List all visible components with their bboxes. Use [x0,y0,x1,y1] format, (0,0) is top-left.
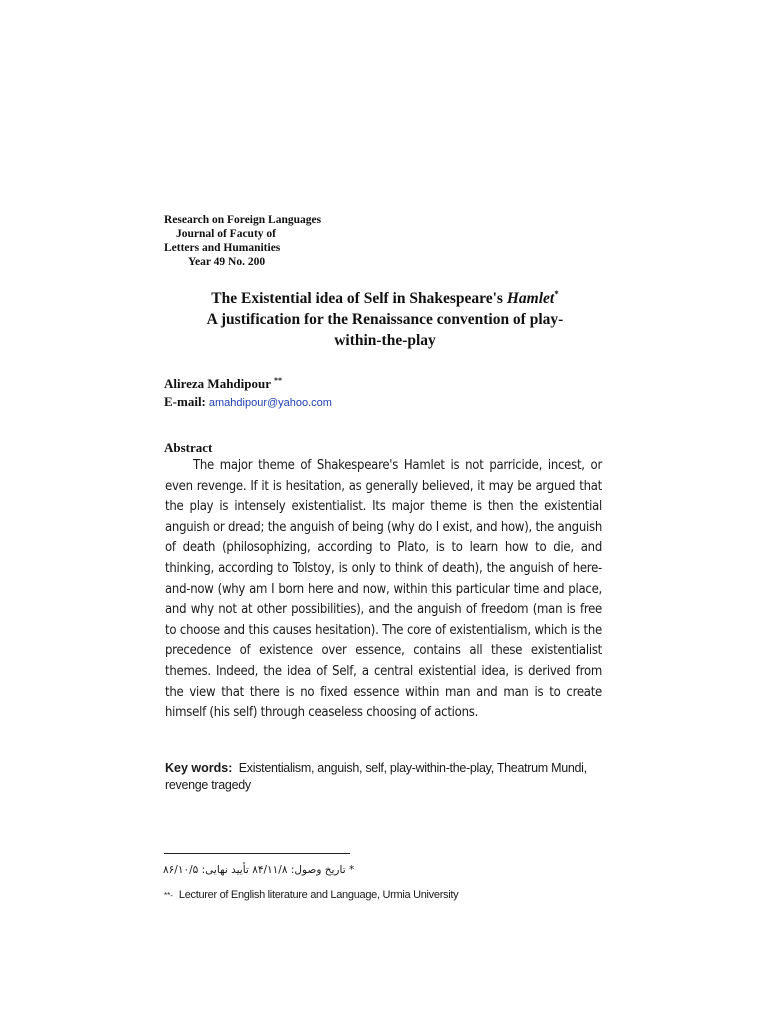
author-footnote-mark: ** [274,376,283,385]
abstract-text: The major theme of Shakespeare's Hamlet is not parricide, incest, or even revenge. If it is hesitation, as generally believed, it may be argued that the play is intensely existentialist. Its major theme is then the existential anguish or dread; the anguish of being (why do I exist, and how), the anguish of death (philosophizing, according to Plato, is to learn how to die, and thinking, according to Tolstoy, is only to think of death), the anguish of here-and-now (why am I born here and now, within this particular time and place, and why not at other possibilities), and the anguish of freedom (man is free to choose and this causes hesitation). The core of existentialism, which is the precedence of existence over essence, contains all these existentialist themes. Indeed, the idea of Self, a central existential idea, is derived from the view that there is no fixed essence within man and man is to create himself (his self) through ceaseless choosing of actions. [165,458,602,721]
paper-title [150,288,620,351]
footnote-affiliation-text: Lecturer of English literature and Language, Urmia University [178,889,459,901]
abstract-heading: Abstract [164,440,213,455]
footnote-mark: **- [164,891,173,900]
title-prefix: The Existential idea of Self in Shakespeare's [211,290,507,307]
journal-faculty-name: Letters and Humanities [164,242,281,254]
footnote-affiliation [164,888,458,903]
title-italic: Hamlet [506,290,555,307]
email-row [164,393,332,412]
keywords [165,760,605,794]
journal-faculty: Journal of Facuty of [176,228,276,240]
keywords-text: Existentialism, anguish, self, play-within-the-play, Theatrum Mundi, revenge tragedy [165,761,587,792]
journal-name: Research on Foreign Languages [164,214,322,226]
title-line-1 [150,288,620,309]
footnote-divider [164,853,350,854]
email-link[interactable]: amahdipour@yahoo.com [208,397,332,409]
title-line-3: within-the-play [334,332,436,349]
email-label: E-mail: [164,394,206,409]
author-name: Alireza Mahdipour [164,376,271,391]
keywords-label: Key words: [165,761,233,775]
journal-info [164,213,424,269]
journal-issue: Year 49 No. 200 [188,256,266,268]
title-line-2: A justification for the Renaissance convention of play- [206,311,564,328]
footnote-dates: * تاریخ وصول: ۸۴/۱۱/۸ تأیید نهایی: ۸۶/۱۰/۵ [163,864,355,876]
title-footnote-mark: * [554,289,559,299]
author-line [164,375,282,392]
